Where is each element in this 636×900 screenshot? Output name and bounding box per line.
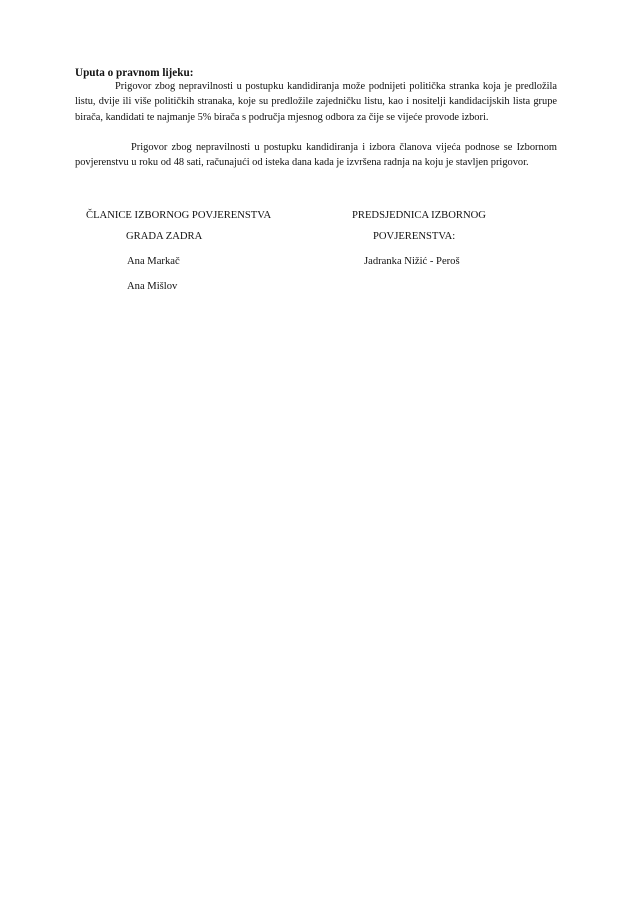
president-name: Jadranka Nižić - Peroš: [364, 256, 460, 267]
members-title-line-1: ČLANICE IZBORNOG POVJERENSTVA: [86, 210, 272, 221]
president-title-line-2: POVJERENSTVA:: [373, 231, 456, 242]
president-title-line-1: PREDSJEDNICA IZBORNOG: [352, 210, 486, 221]
member-name: Ana Markač: [127, 256, 180, 267]
member-name: Ana Mišlov: [127, 281, 178, 292]
legal-remedy-heading: Uputa o pravnom lijeku:: [75, 67, 194, 79]
legal-remedy-paragraph-2: Prigovor zbog nepravilnosti u postupku kandidiranja i izbora članova vijeća podnose se Izbornom povjerenstvu u roku od 48 sati, računajući od isteka dana kada je izvršena radnja na koju je stavljen prigovor.: [75, 142, 557, 169]
legal-remedy-paragraph-1: Prigovor zbog nepravilnosti u postupku kandidiranja može podnijeti politička stranka koja je predložila listu, dvije ili više političkih stranaka, koje su predložile zajedničku listu, kao i nositelji kandidacijskih lista grupe birača, kandidati te najmanje 5% birača s područja mjesnog odbora za čije se vijeće provode izbori.: [75, 81, 557, 123]
members-title-line-2: GRADA ZADRA: [126, 231, 203, 242]
